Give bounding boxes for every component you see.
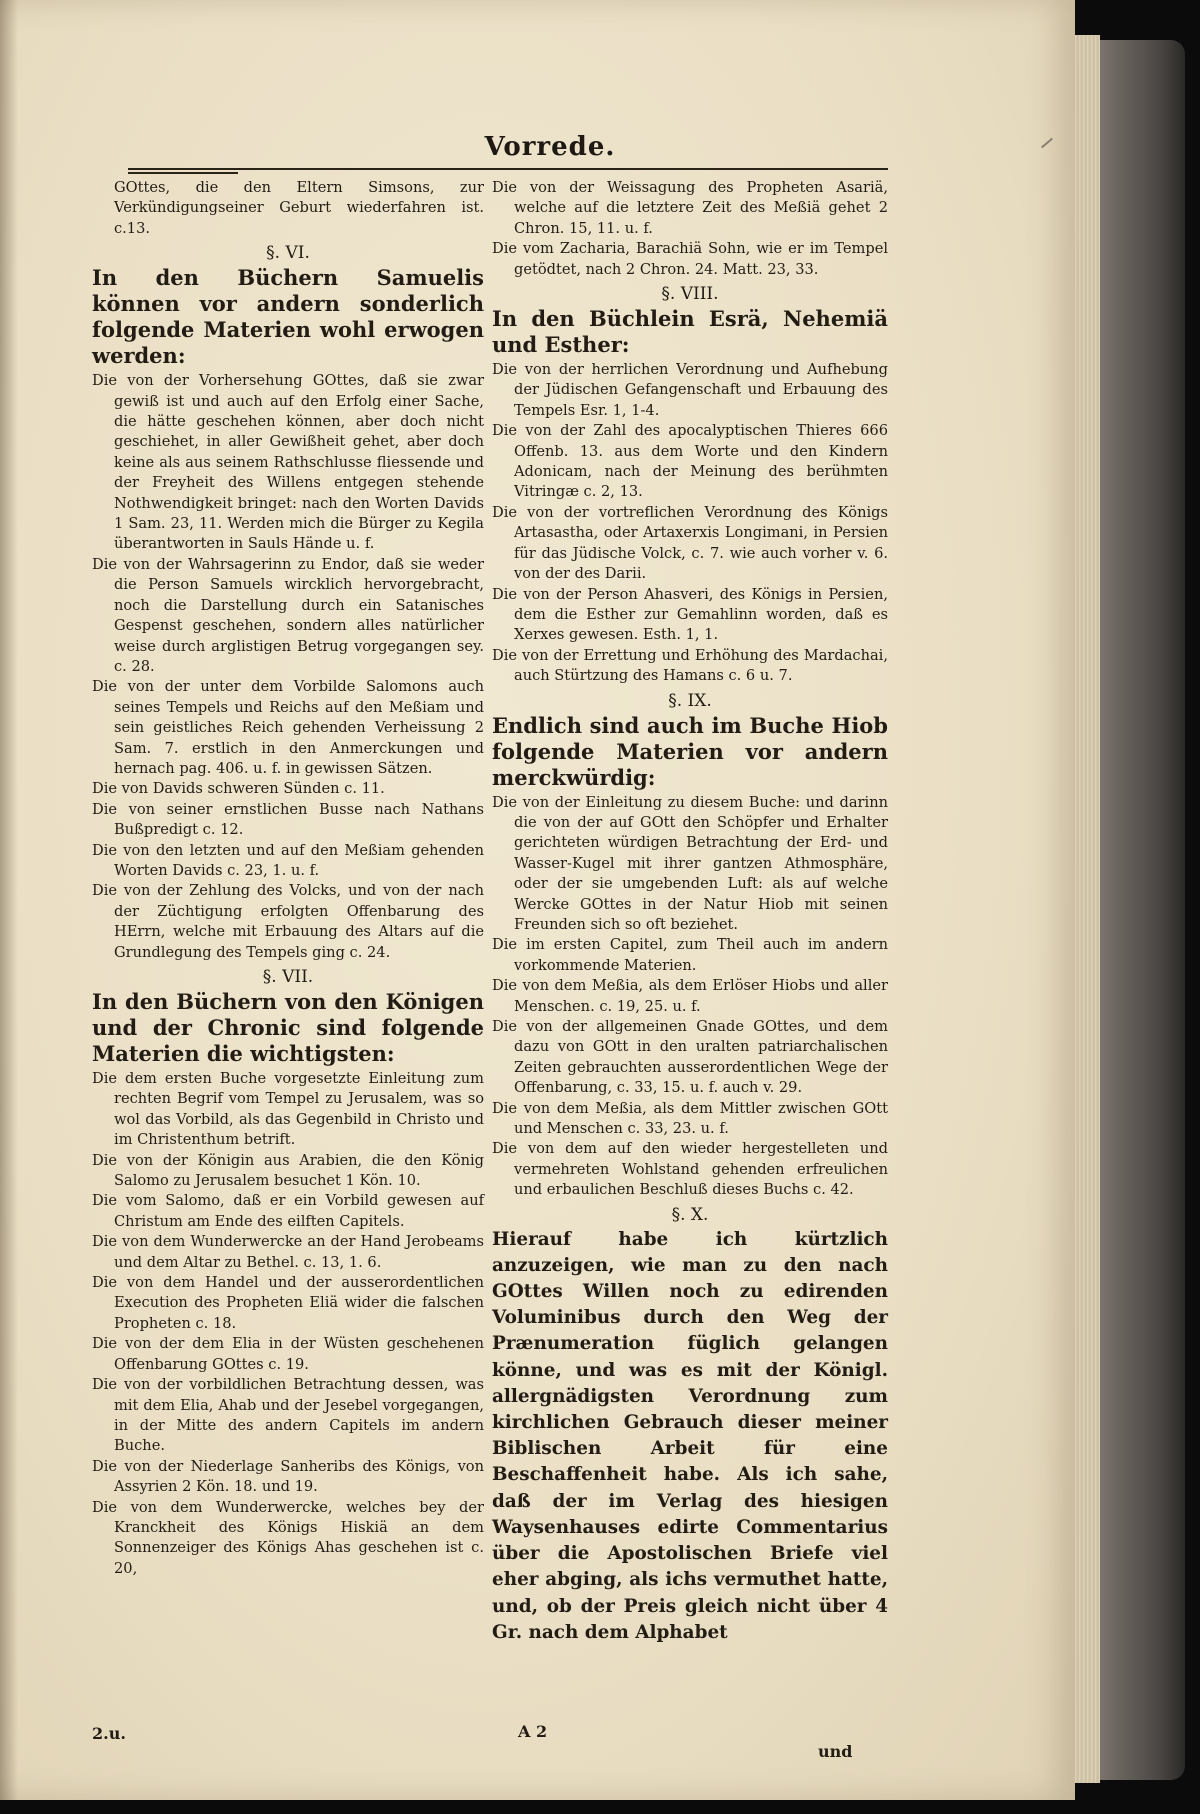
list-item: Die von dem Wunderwercke an der Hand Jerobeams und dem Altar zu Bethel. c. 13, 1. 6. (92, 1233, 484, 1271)
left-column (92, 178, 484, 1579)
list-item: Die von dem auf den wieder hergestelleten und vermehreten Wohlstand gehenden erfreulichen und erbaulichen Beschluß dieses Buchs c. 42. (492, 1140, 888, 1199)
list-item: Die von seiner ernstlichen Busse nach Nathans Bußpredigt c. 12. (92, 800, 484, 839)
list-item: Die von der Wahrsagerinn zu Endor, daß sie weder die Person Samuels wircklich hervorgebracht, noch die Darstellung durch ein Satanisches Gespenst geschehen, sondern alles natürlicher weise durch arglistigen Betrug vorgegangen sey. c. 28. (92, 555, 484, 675)
running-head: Vorrede. (484, 132, 616, 162)
list-item: Die von der Weissagung des Propheten Asariä, welche auf die letztere Zeit des Meßiä gehet 2 Chron. 15, 11. u. f. (492, 179, 888, 237)
list-item: Die von der Niederlage Sanheribs des Königs, von Assyrien 2 Kön. 18. und 19. (92, 1457, 484, 1496)
section-heading: In den Büchern Samuelis können vor andern sonderlich folgende Materien wohl erwogen werden: (92, 265, 484, 369)
list-item: Die von der allgemeinen Gnade GOttes, und dem dazu von GOtt in den uralten patriarchalischen Zeiten gebrauchten ausserordentlichen Wege der Offenbarung, c. 33, 15. u. f. auch v. 29. (492, 1018, 888, 1097)
list-item: Die von der vorbildlichen Betrachtung dessen, was mit dem Elia, Ahab und der Jesebel vorgegangen, in der Mitte des andern Capitels im andern Buche. (92, 1376, 484, 1455)
section-heading: Endlich sind auch im Buche Hiob folgende Materien vor andern merckwürdig: (492, 712, 888, 790)
header-rule (128, 168, 888, 170)
section-number: §. VII. (262, 967, 314, 987)
list-item: Die von der Zahl des apocalyptischen Thieres 666 Offenb. 13. aus dem Worte und den Kindern Adonicam, nach der Meinung des berühmten Vitringæ c. 2, 13. (492, 422, 888, 501)
list-item: Die von dem Meßia, als dem Erlöser Hiobs und aller Menschen. c. 19, 25. u. f. (492, 977, 888, 1015)
list-item: Die von der unter dem Vorbilde Salomons auch seines Tempels und Reichs auf den Meßiam und sein geistliches Reich gehenden Verheissung 2 Sam. 7. erstlich in den Anmerckungen und hernach pag. 406. u. f. in gewissen Sätzen. (92, 678, 484, 777)
section-heading: In den Büchern von den Königen und der Chronic sind folgende Materien die wichtigsten: (92, 989, 484, 1066)
section-heading: In den Büchlein Esrä, Nehemiä und Esther: (492, 306, 888, 358)
list-item: Die dem ersten Buche vorgesetzte Einleitung zum rechten Begrif vom Tempel zu Jerusalem, was so wol das Vorbild, als das Gegenbild in Christo und im Christenthum betrift. (92, 1070, 484, 1149)
list-item: Die im ersten Capitel, zum Theil auch im andern vorkommende Materien. (492, 936, 888, 974)
list-item: Die von den letzten und auf den Meßiam gehenden Worten Davids c. 23, 1. u. f. (92, 841, 484, 879)
body-paragraph: Hierauf habe ich kürtzlich anzuzeigen, wie man zu den nach GOttes Willen noch zu edirenden Voluminibus durch den Weg der Prænumeration füglich gelangen könne, und was es mit der Königl. allergnädigsten Verordnung zum kirchlichen Gebrauch dieser meiner Biblischen Arbeit für eine Beschaffenheit habe. Als ich sahe, daß der im Verlag des hiesigen Waysenhauses edirte Commentarius über die Apostolischen Briefe viel eher abging, als ichs vermuthet hatte, und, ob der Preis gleich nicht über 4 Gr. nach dem Alphabet (492, 1228, 888, 1643)
list-item: Die vom Zacharia, Barachiä Sohn, wie er im Tempel getödtet, nach 2 Chron. 24. Matt. 23, 33. (492, 240, 888, 278)
section-number: §. X. (671, 1204, 709, 1225)
list-item: Die vom Salomo, daß er ein Vorbild gewesen auf Christum am Ende des eilften Capitels. (92, 1192, 484, 1230)
list-item: Die von der Königin aus Arabien, die den König Salomo zu Jerusalem besuchet 1 Kön. 10. (92, 1151, 484, 1190)
header-rule-left (128, 172, 238, 174)
list-item: Die von der Zehlung des Volcks, und von der nach der Züchtigung erfolgten Offenbarung des HErrn, welche mit Erbauung des Altars auf die Grundlegung des Tempels ging c. 24. (92, 882, 484, 961)
list-item: Die von dem Wunderwercke, welches bey der Kranckheit des Königs Hiskiä an dem Sonnenzeiger des Königs Ahas geschehen ist c. 20, (92, 1498, 484, 1577)
list-item: Die von dem Handel und der ausserordentlichen Execution des Propheten Eliä wider die falschen Propheten c. 18. (92, 1274, 484, 1332)
list-item: Die von der Person Ahasveri, des Königs in Persien, dem die Esther zur Gemahlinn worden, daß es Xerxes gewesen. Esth. 1, 1. (492, 585, 888, 644)
catchword-left: 2.u. (92, 1724, 126, 1743)
list-item: Die von der dem Elia in der Wüsten geschehenen Offenbarung GOttes c. 19. (92, 1335, 484, 1373)
section-number: §. VIII. (661, 284, 719, 305)
section-number: §. VI. (266, 243, 310, 264)
catchword-right: und (818, 1742, 853, 1761)
list-item: Die von der Einleitung zu diesem Buche: und darinn die von der auf GOtt den Schöpfer und Erhalter gerichteten würdigen Betrachtung der Erd- und Wasser-Kugel mit ihrer gantzen Athmosphäre, oder der sie umgebenden Luft: als auf welche Wercke GOttes in der Natur Hiob mit seinen Freunden sich so oft beziehet. (492, 793, 888, 933)
list-item: Die von dem Meßia, als dem Mittler zwischen GOtt und Menschen c. 33, 23. u. f. (492, 1099, 888, 1138)
section-number: §. IX. (668, 690, 712, 711)
list-item: Die von der vortreflichen Verordnung des Königs Artasastha, oder Artaxerxis Longimani, in Persien für das Jüdische Volck, c. 7. wie auch vorher v. 6. von der des Darii. (492, 503, 888, 583)
signature-mark: A 2 (518, 1722, 548, 1741)
gutter-shadow (0, 0, 18, 1800)
right-column (492, 178, 888, 1646)
list-item: Die von Davids schweren Sünden c. 11. (92, 780, 385, 798)
list-item: Die von der Vorhersehung GOttes, daß sie zwar gewiß ist und auch auf den Erfolg einer Sache, die hätte geschehen können, aber doch nicht geschiehet, in aller Gewißheit gehet, aber doch keine als aus seinem Rathschlusse fliessende und der Freyheit des Willens entgegen stehende Nothwendigkeit bringet: nach den Worten Davids 1 Sam. 23, 11. Werden mich die Bürger zu Kegila überantworten in Sauls Hände u. f. (92, 372, 484, 553)
list-item: Die von der Errettung und Erhöhung des Mardachai, auch Stürtzung des Hamans c. 6 u. 7. (492, 646, 888, 685)
list-item: Die von der herrlichen Verordnung und Aufhebung der Jüdischen Gefangenschaft und Erbauung des Tempels Esr. 1, 1-4. (492, 361, 888, 419)
continued-text: GOttes, die den Eltern Simsons, zur Verkündigungseiner Geburt wiederfahren ist. c.13. (114, 179, 484, 237)
